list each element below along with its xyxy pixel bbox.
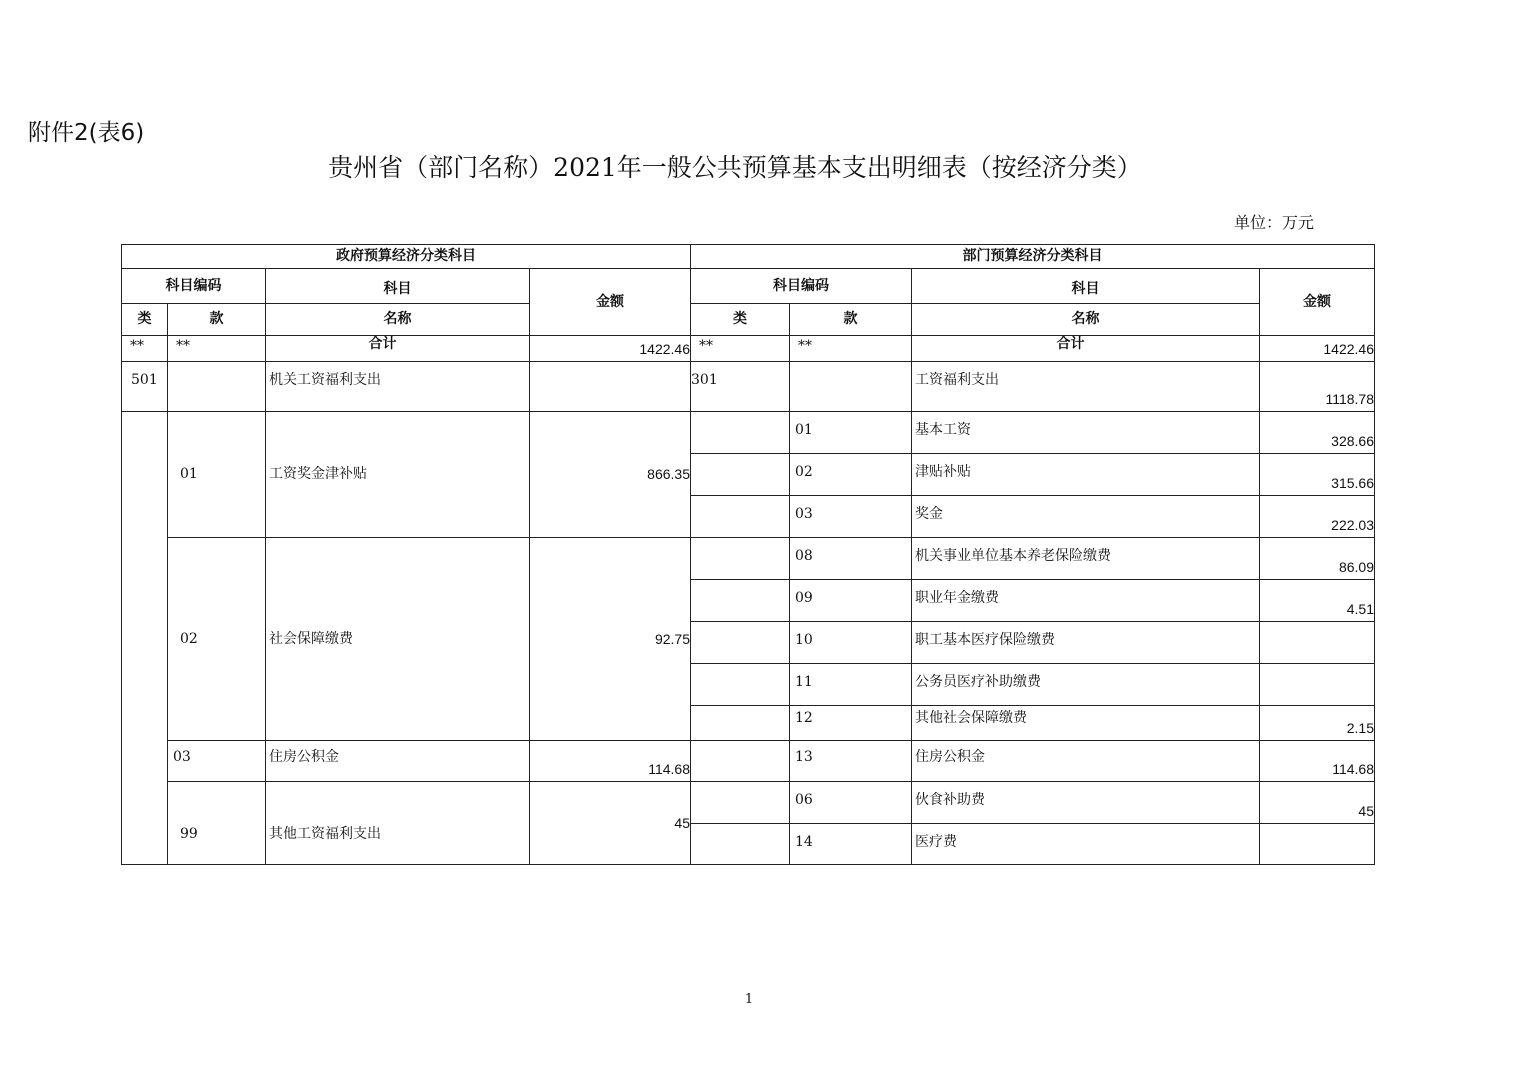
gov-kuan-cell: ** xyxy=(168,336,266,362)
page-title: 贵州省（部门名称）2021年一般公共预算基本支出明细表（按经济分类） xyxy=(328,153,1142,182)
gov-code-header: 科目编码 xyxy=(122,269,266,304)
dept-lei-header: 类 xyxy=(691,304,790,336)
dept-item-name: 津贴补贴 xyxy=(912,454,1260,496)
dept-item-amount: 328.66 xyxy=(1260,412,1375,454)
gov-item-amount: 92.75 xyxy=(530,538,691,741)
dept-amount-header: 金额 xyxy=(1260,269,1375,336)
gov-item-name: 工资奖金津补贴 xyxy=(266,412,530,538)
unit-label: 单位：万元 xyxy=(1234,213,1315,232)
dept-item-amount xyxy=(1260,664,1375,706)
dept-kuan-cell: 01 xyxy=(790,412,912,454)
dept-lei-cell xyxy=(691,741,790,782)
column-header-row-1 xyxy=(122,269,1375,304)
dept-item-amount: 4.51 xyxy=(1260,580,1375,622)
gov-item-amount: 866.35 xyxy=(530,412,691,538)
dept-kuan-cell xyxy=(790,362,912,412)
dept-item-amount: 45 xyxy=(1260,782,1375,824)
dept-lei-cell: 301 xyxy=(691,362,790,412)
budget-table xyxy=(121,244,1375,865)
dept-kuan-cell: 12 xyxy=(790,706,912,741)
table-row xyxy=(122,538,1375,580)
dept-total-label: 合计 xyxy=(912,336,1260,362)
dept-item-amount: 222.03 xyxy=(1260,496,1375,538)
gov-kuan-cell xyxy=(168,362,266,412)
dept-lei-cell xyxy=(691,538,790,580)
dept-item-name: 医疗费 xyxy=(912,824,1260,865)
dept-lei-cell xyxy=(691,622,790,664)
dept-item-name: 住房公积金 xyxy=(912,741,1260,782)
dept-kuan-cell: 02 xyxy=(790,454,912,496)
gov-item-name: 其他工资福利支出 xyxy=(266,782,530,865)
dept-item-amount xyxy=(1260,622,1375,664)
dept-class-amount: 1118.78 xyxy=(1260,362,1375,412)
gov-lei-cell xyxy=(122,412,168,865)
dept-item-amount: 315.66 xyxy=(1260,454,1375,496)
dept-lei-cell xyxy=(691,782,790,824)
section-header-row xyxy=(122,245,1375,269)
dept-lei-cell xyxy=(691,580,790,622)
gov-item-name: 住房公积金 xyxy=(266,741,530,782)
attachment-label: 附件2(表6) xyxy=(28,120,145,146)
table-row xyxy=(122,741,1375,782)
dept-kuan-cell: 11 xyxy=(790,664,912,706)
column-header-row-2 xyxy=(122,304,1375,336)
gov-lei-header: 类 xyxy=(122,304,168,336)
gov-lei-cell: ** xyxy=(122,336,168,362)
dept-lei-cell xyxy=(691,412,790,454)
dept-kuan-cell: 10 xyxy=(790,622,912,664)
gov-amount-header: 金额 xyxy=(530,269,691,336)
dept-item-name: 伙食补助费 xyxy=(912,782,1260,824)
dept-item-amount: 114.68 xyxy=(1260,741,1375,782)
dept-lei-cell xyxy=(691,496,790,538)
dept-code-header: 科目编码 xyxy=(691,269,912,304)
dept-kuan-cell: 14 xyxy=(790,824,912,865)
table-row xyxy=(122,412,1375,454)
gov-total-amount: 1422.46 xyxy=(530,336,691,362)
gov-kuan-cell: 03 xyxy=(168,741,266,782)
dept-item-amount: 2.15 xyxy=(1260,706,1375,741)
dept-lei-cell: ** xyxy=(691,336,790,362)
dept-item-amount xyxy=(1260,824,1375,865)
total-row xyxy=(122,336,1375,362)
dept-lei-cell xyxy=(691,664,790,706)
gov-class-name: 机关工资福利支出 xyxy=(266,362,530,412)
dept-name-header-bottom: 名称 xyxy=(912,304,1260,336)
page-number: 1 xyxy=(744,992,754,1007)
gov-class-amount xyxy=(530,362,691,412)
dept-item-name: 公务员医疗补助缴费 xyxy=(912,664,1260,706)
dept-item-name: 职业年金缴费 xyxy=(912,580,1260,622)
gov-kuan-cell: 01 xyxy=(168,412,266,538)
dept-item-name: 职工基本医疗保险缴费 xyxy=(912,622,1260,664)
gov-kuan-header: 款 xyxy=(168,304,266,336)
gov-kuan-cell: 02 xyxy=(168,538,266,741)
dept-class-name: 工资福利支出 xyxy=(912,362,1260,412)
dept-lei-cell xyxy=(691,824,790,865)
gov-name-header-bottom: 名称 xyxy=(266,304,530,336)
dept-kuan-cell: 13 xyxy=(790,741,912,782)
gov-lei-cell: 501 xyxy=(122,362,168,412)
gov-kuan-cell: 99 xyxy=(168,782,266,865)
dept-kuan-cell: 09 xyxy=(790,580,912,622)
dept-item-name: 其他社会保障缴费 xyxy=(912,706,1260,741)
dept-item-name: 基本工资 xyxy=(912,412,1260,454)
dept-lei-cell xyxy=(691,454,790,496)
gov-item-name: 社会保障缴费 xyxy=(266,538,530,741)
gov-name-header-top: 科目 xyxy=(266,269,530,304)
dept-item-name: 奖金 xyxy=(912,496,1260,538)
dept-kuan-cell: 03 xyxy=(790,496,912,538)
gov-item-amount: 45 xyxy=(530,782,691,865)
dept-section-header: 部门预算经济分类科目 xyxy=(691,245,1375,269)
dept-total-amount: 1422.46 xyxy=(1260,336,1375,362)
dept-item-name: 机关事业单位基本养老保险缴费 xyxy=(912,538,1260,580)
dept-name-header-top: 科目 xyxy=(912,269,1260,304)
dept-kuan-cell: ** xyxy=(790,336,912,362)
dept-item-amount: 86.09 xyxy=(1260,538,1375,580)
class-row xyxy=(122,362,1375,412)
dept-lei-cell xyxy=(691,706,790,741)
dept-kuan-header: 款 xyxy=(790,304,912,336)
dept-kuan-cell: 06 xyxy=(790,782,912,824)
gov-item-amount: 114.68 xyxy=(530,741,691,782)
gov-total-label: 合计 xyxy=(266,336,530,362)
table-row xyxy=(122,782,1375,824)
dept-kuan-cell: 08 xyxy=(790,538,912,580)
gov-section-header: 政府预算经济分类科目 xyxy=(122,245,691,269)
